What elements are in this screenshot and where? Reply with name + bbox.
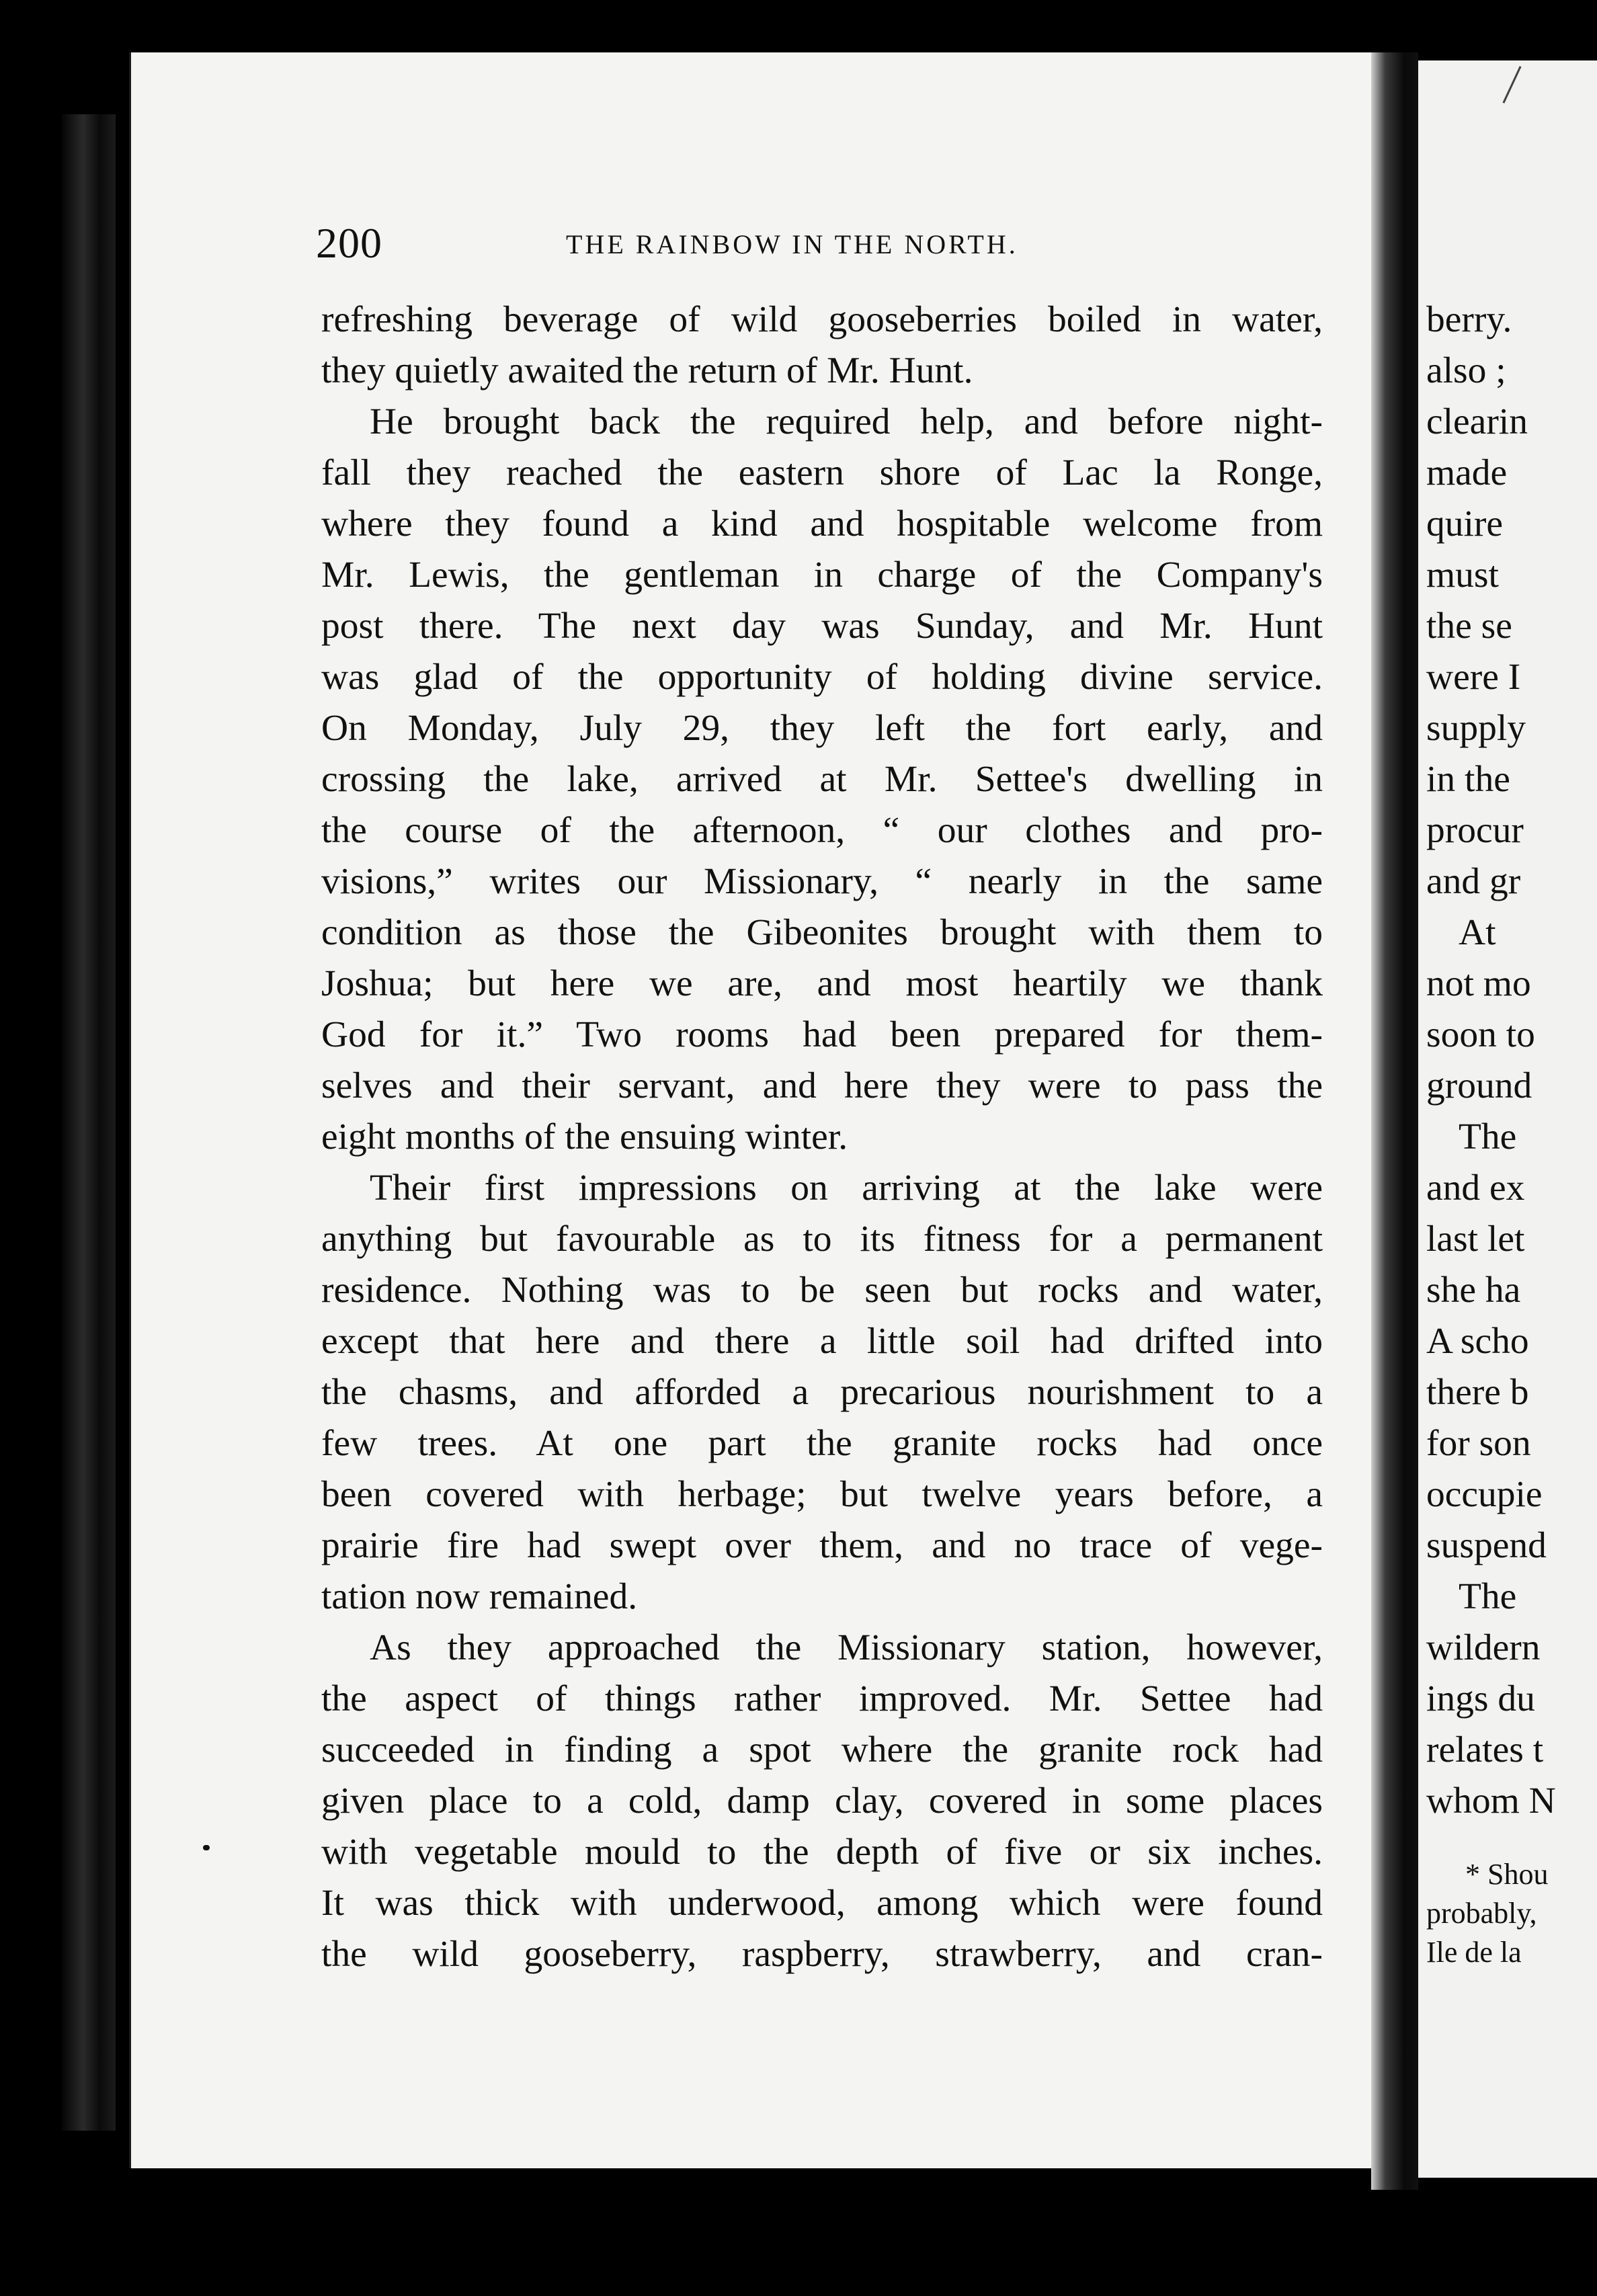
text-line: the wild gooseberry, raspberry, strawberry, and cran- xyxy=(321,1934,1323,1975)
text-line: residence. Nothing was to be seen but rocks and water, xyxy=(321,1270,1323,1311)
facing-text-line: in the xyxy=(1426,759,1510,800)
text-line: On Monday, July 29, they left the fort early, and xyxy=(321,708,1323,749)
facing-text-line: must xyxy=(1426,555,1499,596)
page-header xyxy=(316,216,1317,270)
facing-text-line: The xyxy=(1459,1116,1517,1157)
text-line: the course of the afternoon, “ our clothes and pro- xyxy=(321,810,1323,851)
facing-text-line: not mo xyxy=(1426,963,1531,1004)
text-line: anything but favourable as to its fitness for a permanent xyxy=(321,1219,1323,1260)
text-line: Their first impressions on arriving at the lake were xyxy=(370,1167,1323,1208)
running-title: THE RAINBOW IN THE NORTH. xyxy=(566,229,1018,259)
facing-text-line: the se xyxy=(1426,606,1512,647)
facing-text-line: procur xyxy=(1426,810,1524,851)
facing-text-line: relates t xyxy=(1426,1729,1544,1770)
facing-text-line: also ; xyxy=(1426,350,1506,391)
text-line: they quietly awaited the return of Mr. Hunt. xyxy=(321,350,973,391)
text-line: eight months of the ensuing winter. xyxy=(321,1116,848,1157)
footnote-line: Ile de la xyxy=(1426,1936,1522,1969)
facing-text-line: clearin xyxy=(1426,401,1528,442)
facing-text-line: and ex xyxy=(1426,1167,1525,1208)
facing-text-line: occupie xyxy=(1426,1474,1543,1515)
text-line: As they approached the Missionary station, however, xyxy=(370,1627,1323,1668)
page-gutter xyxy=(1371,52,1418,2190)
text-line: He brought back the required help, and before night- xyxy=(370,401,1323,442)
facing-text-line: she ha xyxy=(1426,1270,1521,1311)
facing-text-line: made xyxy=(1426,452,1508,493)
text-line: fall they reached the eastern shore of Lac la Ronge, xyxy=(321,452,1323,493)
text-line: succeeded in finding a spot where the granite rock had xyxy=(321,1729,1323,1770)
text-line: condition as those the Gibeonites brought with them to xyxy=(321,912,1323,953)
facing-text-line: last let xyxy=(1426,1219,1525,1260)
page-number: 200 xyxy=(316,219,382,267)
facing-text-line: ground xyxy=(1426,1065,1532,1106)
facing-text-line: A scho xyxy=(1426,1321,1529,1362)
ink-speck xyxy=(203,1845,210,1850)
footnote-line: * Shou xyxy=(1465,1858,1549,1891)
text-line: Joshua; but here we are, and most heartily we thank xyxy=(321,963,1323,1004)
facing-text-line: ings du xyxy=(1426,1678,1535,1719)
facing-text-line: berry. xyxy=(1426,299,1512,340)
book-binding-shadow xyxy=(62,114,116,2131)
text-line: God for it.” Two rooms had been prepared for them- xyxy=(321,1014,1323,1055)
text-line: selves and their servant, and here they were to pass the xyxy=(321,1065,1323,1106)
text-line: Mr. Lewis, the gentleman in charge of the Company's xyxy=(321,555,1323,596)
text-line: refreshing beverage of wild gooseberries boiled in water, xyxy=(321,299,1323,340)
facing-text-line: soon to xyxy=(1426,1014,1535,1055)
facing-text-line: suspend xyxy=(1426,1525,1547,1566)
facing-page-text xyxy=(1426,294,1597,1827)
text-line: crossing the lake, arrived at Mr. Settee's dwelling in xyxy=(321,759,1323,800)
text-line: except that here and there a little soil had drifted into xyxy=(321,1321,1323,1362)
facing-text-line: quire xyxy=(1426,503,1504,544)
text-line: the chasms, and afforded a precarious nourishment to a xyxy=(321,1372,1323,1413)
text-line: with vegetable mould to the depth of five or six inches. xyxy=(321,1832,1323,1873)
text-line: where they found a kind and hospitable welcome from xyxy=(321,503,1323,544)
text-line: been covered with herbage; but twelve years before, a xyxy=(321,1474,1323,1515)
text-line: tation now remained. xyxy=(321,1576,638,1617)
facing-text-line: were I xyxy=(1426,657,1521,698)
facing-text-line: for son xyxy=(1426,1423,1531,1464)
text-line: given place to a cold, damp clay, covered in some places xyxy=(321,1780,1323,1821)
text-line: few trees. At one part the granite rocks had once xyxy=(321,1423,1323,1464)
facing-text-line: supply xyxy=(1426,708,1526,749)
facing-text-line: wildern xyxy=(1426,1627,1541,1668)
footnote-line: probably, xyxy=(1426,1897,1537,1930)
facing-text-line: there b xyxy=(1426,1372,1529,1413)
body-text xyxy=(321,294,1323,1980)
text-line: prairie fire had swept over them, and no trace of vege- xyxy=(321,1525,1323,1566)
facing-page-footnote xyxy=(1426,1855,1597,1972)
text-line: was glad of the opportunity of holding divine service. xyxy=(321,657,1323,698)
facing-text-line: whom N xyxy=(1426,1780,1556,1821)
text-line: the aspect of things rather improved. Mr. Settee had xyxy=(321,1678,1323,1719)
text-line: It was thick with underwood, among which were found xyxy=(321,1883,1323,1924)
text-line: visions,” writes our Missionary, “ nearly in the same xyxy=(321,861,1323,902)
facing-text-line: The xyxy=(1459,1576,1517,1617)
facing-text-line: At xyxy=(1459,912,1496,953)
text-line: post there. The next day was Sunday, and Mr. Hunt xyxy=(321,606,1323,647)
facing-text-line: and gr xyxy=(1426,861,1521,902)
